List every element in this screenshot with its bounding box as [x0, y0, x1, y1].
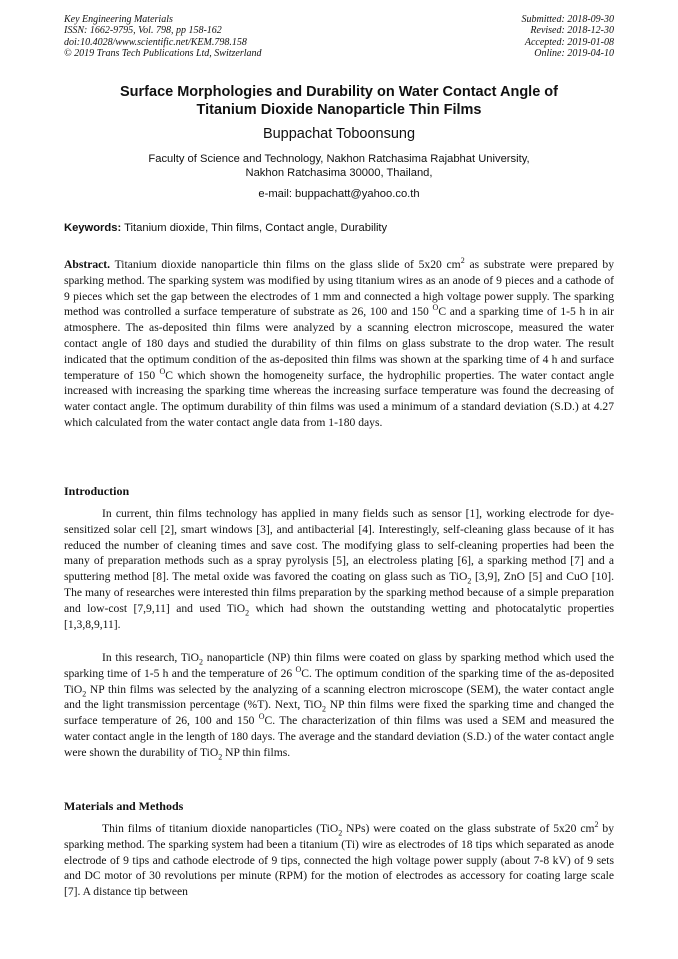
- abstract-text: as substrate were prepared by sparking method. The sparking system was modified by using titanium wires as an anode of 9 pieces and a cathode of 9 pieces which set the gap between the electrodes of 1 mm and connected a high voltage power supply. The sparking method was controlled a surface temperature of substrate as 26, 100 and 150: [64, 258, 614, 319]
- paragraph-text: NP thin films was selected by the analyzing of a scanning electron microscope (SEM), the water contact angle and the light transmission percentage (%T). Next, TiO: [64, 682, 614, 712]
- affiliation-line-1: Faculty of Science and Technology, Nakhon Ratchasima Rajabhat University,: [148, 153, 530, 165]
- date-accepted: Accepted: 2019-01-08: [524, 36, 614, 48]
- journal-copyright: © 2019 Trans Tech Publications Ltd, Switzerland: [64, 47, 262, 59]
- paragraph-text: nanoparticle (NP) thin films were coated on glass by sparking method which used the sparking time of 1-5 h and the temperature of 26: [64, 651, 614, 680]
- section-heading-introduction: Introduction: [64, 484, 130, 498]
- paragraph-text: by sparking method. The sparking system had been a titanium (Ti) wire as electrodes of 18 tips which separated as anode electrode of 9 tips and cathode electrode of 9 tips, connected the high voltage power supply (about 7-8 kV) of 9 sets and DC motor of 30 revolutions per minute (RPM) for the motion of electrodes as accessory for coating large scale [7]. A distance tip between: [64, 822, 614, 899]
- section-heading-materials-methods: Materials and Methods: [64, 799, 184, 813]
- abstract-label: Abstract.: [64, 258, 111, 271]
- keywords-text: Titanium dioxide, Thin films, Contact angle, Durability: [124, 222, 388, 234]
- abstract-text: C and a sparking time of 1-5 h in air atmosphere. The as-deposited thin films were analyzed by a scanning electron microscope, measured the water contact angle of 180 days and studied the durability of thin films on glass substrate to the drop water. The result indicated that the optimum condition of the as-deposited thin films was shown at the sparking time of 4 h and surface temperature of 150: [64, 305, 614, 382]
- superscript: O: [295, 664, 302, 674]
- paragraph-text: C. The characterization of thin films was used a SEM and measured the water contact angle in the length of 180 days. The average and the standard deviation (S.D.) of the water contact angle were shown the durability of TiO: [64, 714, 614, 759]
- title-line-1: Surface Morphologies and Durability on Water Contact Angle of: [120, 84, 558, 100]
- paragraph-text: [3,9], ZnO [5] and CuO [10]. The many of researches were interested thin films preparation by the sparking method because of a simple preparation and low-cost [7,9,11] and used TiO: [64, 570, 614, 615]
- superscript: 2: [594, 820, 599, 830]
- introduction-paragraph-1: [64, 506, 614, 632]
- journal-doi: doi:10.4028/www.scientific.net/KEM.798.158: [64, 36, 247, 48]
- subscript: 2: [322, 704, 327, 714]
- date-online: Online: 2019-04-10: [534, 47, 614, 59]
- paragraph-text: NP thin films.: [222, 745, 291, 759]
- journal-name: Key Engineering Materials: [64, 14, 173, 25]
- journal-info: [64, 14, 262, 59]
- paragraph-text: C. The optimum condition of the sparking time of the as-deposited TiO: [64, 666, 614, 696]
- superscript: O: [432, 303, 439, 313]
- methods-paragraph-1: [64, 821, 614, 900]
- subscript: 2: [82, 688, 87, 698]
- publication-dates: [522, 14, 615, 59]
- subscript: 2: [199, 657, 204, 667]
- affiliation-line-2: Nakhon Ratchasima 30000, Thailand,: [245, 167, 433, 179]
- paragraph-text: NPs) were coated on the glass substrate of 5x20 cm: [342, 822, 595, 835]
- keywords: [64, 222, 614, 234]
- abstract-text: C which shown the homogeneity surface, the hydrophilic properties. The water contact angle increased with increasing the sparking time whereas the increasing surface temperature was found the decreasing of water contact angle. The optimum durability of thin films was used a minimum of a standard deviation (S.D.) at 4.27 which calculated from the water contact angle data from 1-180 days.: [64, 368, 614, 429]
- superscript: 2: [460, 256, 465, 266]
- journal-issn: ISSN: 1662-9795, Vol. 798, pp 158-162: [64, 25, 222, 37]
- introduction-paragraph-2: [64, 650, 614, 761]
- paper-title: [64, 83, 614, 119]
- date-revised: Revised: 2018-12-30: [530, 25, 614, 37]
- affiliation: [64, 152, 614, 180]
- subscript: 2: [338, 828, 343, 838]
- superscript: O: [159, 366, 166, 376]
- paragraph-text: In this research, TiO: [102, 651, 200, 664]
- paragraph-text: In current, thin films technology has applied in many fields such as sensor [1], working electrode for dye-sensitized solar cell [2], smart windows [3], and antibacterial [4]. Interestingly, self-cleaning glass because of it has reduced the number of cleaning times and save cost. The modifying glass to self-cleaning properties had been the many of preparation methods such as a spray pyrolysis [5], an electroless plating [6], a sparking method [7] and a sputtering method [8]. The metal oxide was favored the coating on glass such as TiO: [64, 507, 614, 584]
- title-line-2: Titanium Dioxide Nanoparticle Thin Films: [196, 102, 482, 118]
- paragraph-text: NP thin films were fixed the sparking time and changed the surface temperature of 26, 100 and 150: [64, 698, 614, 728]
- abstract-text: Titanium dioxide nanoparticle thin films on the glass slide of 5x20 cm: [114, 258, 461, 271]
- subscript: 2: [245, 608, 250, 618]
- superscript: O: [258, 712, 265, 722]
- subscript: 2: [467, 576, 472, 586]
- subscript: 2: [218, 752, 223, 762]
- author-email: e-mail: buppachatt@yahoo.co.th: [258, 188, 420, 200]
- paragraph-text: which had shown the outstanding wetting and photocatalytic properties [1,3,8,9,11].: [64, 601, 615, 631]
- date-submitted: Submitted: 2018-09-30: [521, 14, 614, 25]
- paragraph-text: Thin films of titanium dioxide nanoparticles (TiO: [102, 822, 339, 835]
- author-name: Buppachat Toboonsung: [262, 126, 416, 142]
- abstract: [64, 257, 614, 431]
- keywords-label: Keywords:: [64, 222, 122, 234]
